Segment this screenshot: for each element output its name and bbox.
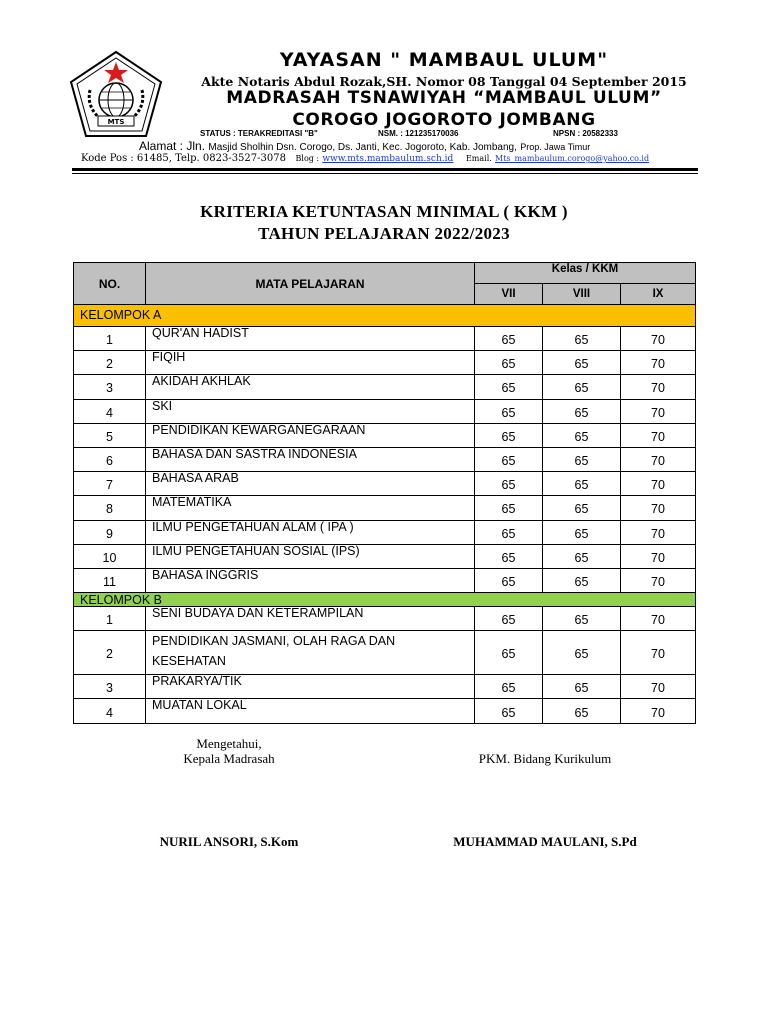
kkm-value-ix: 70 — [621, 520, 696, 544]
kkm-value-ix: 70 — [621, 447, 696, 471]
accreditation-status: STATUS : TERAKREDITASI "B" — [200, 129, 318, 138]
kkm-value-viii: 65 — [543, 447, 621, 471]
subject-name: MUATAN LOKAL — [146, 699, 475, 723]
row-number: 3 — [74, 675, 146, 699]
table-row — [74, 699, 696, 723]
subject-name: MATEMATIKA — [146, 496, 475, 520]
subject-name: FIQIH — [146, 351, 475, 375]
subject-name: AKIDAH AKHLAK — [146, 375, 475, 399]
kkm-value-vii: 65 — [475, 447, 543, 471]
row-number: 1 — [74, 327, 146, 351]
kkm-value-ix: 70 — [621, 496, 696, 520]
kkm-value-ix: 70 — [621, 423, 696, 447]
blog-label: Blog : — [295, 154, 320, 163]
header-subject: MATA PELAJARAN — [146, 263, 475, 305]
kkm-value-ix: 70 — [621, 568, 696, 592]
foundation-name: YAYASAN " MAMBAUL ULUM" — [279, 49, 609, 71]
kkm-value-vii: 65 — [475, 631, 543, 675]
table-row — [74, 520, 696, 544]
kkm-value-viii: 65 — [543, 568, 621, 592]
address-line — [139, 139, 590, 153]
kkm-value-viii: 65 — [543, 631, 621, 675]
group-label: KELOMPOK B — [74, 593, 696, 607]
header-grade-vii: VII — [475, 284, 543, 305]
subject-name: QUR'AN HADIST — [146, 327, 475, 351]
subject-name: ILMU PENGETAHUAN SOSIAL (IPS) — [146, 544, 475, 568]
row-number: 4 — [74, 399, 146, 423]
npsn-number: NPSN : 20582333 — [553, 129, 618, 138]
table-row — [74, 675, 696, 699]
kkm-value-vii: 65 — [475, 472, 543, 496]
kkm-value-vii: 65 — [475, 699, 543, 723]
kkm-value-ix: 70 — [621, 544, 696, 568]
logo-ribbon-text: MTS — [107, 118, 125, 126]
email-label: Email. — [465, 154, 492, 163]
kkm-value-ix: 70 — [621, 631, 696, 675]
kkm-value-ix: 70 — [621, 351, 696, 375]
kkm-value-ix: 70 — [621, 699, 696, 723]
doc-title: KRITERIA KETUNTASAN MINIMAL ( KKM ) — [200, 202, 568, 221]
table-row — [74, 631, 696, 675]
kkm-value-vii: 65 — [475, 423, 543, 447]
row-number: 3 — [74, 375, 146, 399]
subject-name: PRAKARYA/TIK — [146, 675, 475, 699]
subject-name — [146, 631, 475, 675]
school-location: COROGO JOGOROTO JOMBANG — [292, 110, 596, 130]
kkm-value-viii: 65 — [543, 472, 621, 496]
kkm-value-vii: 65 — [475, 607, 543, 631]
subject-name-line2: KESEHATAN — [152, 654, 226, 669]
header-class-kkm: Kelas / KKM — [475, 263, 696, 284]
sig-right-role: PKM. Bidang Kurikulum — [478, 751, 612, 766]
deed-info: Akte Notaris Abdul Rozak,SH. Nomor 08 Tanggal 04 September 2015 — [201, 74, 687, 89]
row-number: 9 — [74, 520, 146, 544]
blog-link[interactable]: www.mts.mambaulum.sch.id — [322, 154, 454, 164]
kkm-value-ix: 70 — [621, 607, 696, 631]
sig-left-name: NURIL ANSORI, S.Kom — [159, 834, 299, 849]
table-row — [74, 375, 696, 399]
subject-name: BAHASA ARAB — [146, 472, 475, 496]
row-number: 7 — [74, 472, 146, 496]
subject-name: SENI BUDAYA DAN KETERAMPILAN — [146, 607, 475, 631]
kkm-value-viii: 65 — [543, 423, 621, 447]
row-number: 11 — [74, 568, 146, 592]
province-text: Prop. Jawa Timur — [520, 142, 591, 152]
group-label: KELOMPOK A — [74, 305, 696, 327]
kkm-value-viii: 65 — [543, 375, 621, 399]
subject-name: SKI — [146, 399, 475, 423]
kkm-value-vii: 65 — [475, 675, 543, 699]
kkm-table — [73, 262, 696, 724]
kkm-value-ix: 70 — [621, 675, 696, 699]
subject-name-line1: PENDIDIKAN JASMANI, OLAH RAGA DAN — [152, 634, 396, 649]
table-row — [74, 399, 696, 423]
subject-name: PENDIDIKAN KEWARGANEGARAAN — [146, 423, 475, 447]
address-label: Alamat : Jln. — [139, 139, 206, 153]
row-number: 5 — [74, 423, 146, 447]
subject-name: BAHASA INGGRIS — [146, 568, 475, 592]
kkm-value-ix: 70 — [621, 327, 696, 351]
header-grade-viii: VIII — [543, 284, 621, 305]
kkm-value-vii: 65 — [475, 375, 543, 399]
sig-left-role: Kepala Madrasah — [183, 751, 275, 766]
kkm-value-viii: 65 — [543, 351, 621, 375]
kkm-value-vii: 65 — [475, 351, 543, 375]
postal-phone: Kode Pos : 61485, Telp. 0823-3527-3078 — [81, 153, 286, 164]
table-row — [74, 607, 696, 631]
kkm-value-vii: 65 — [475, 496, 543, 520]
kkm-value-viii: 65 — [543, 699, 621, 723]
kkm-value-viii: 65 — [543, 496, 621, 520]
subject-name: ILMU PENGETAHUAN ALAM ( IPA ) — [146, 520, 475, 544]
kkm-value-vii: 65 — [475, 544, 543, 568]
kkm-value-viii: 65 — [543, 327, 621, 351]
header-rule-thin — [72, 173, 698, 174]
table-row — [74, 351, 696, 375]
row-number: 2 — [74, 631, 146, 675]
table-row — [74, 568, 696, 592]
table-row — [74, 423, 696, 447]
kkm-value-vii: 65 — [475, 399, 543, 423]
kkm-value-vii: 65 — [475, 327, 543, 351]
kkm-value-viii: 65 — [543, 544, 621, 568]
subject-name: BAHASA DAN SASTRA INDONESIA — [146, 447, 475, 471]
row-number: 2 — [74, 351, 146, 375]
kkm-value-viii: 65 — [543, 675, 621, 699]
row-number: 6 — [74, 447, 146, 471]
table-row — [74, 472, 696, 496]
header-no: NO. — [74, 263, 146, 305]
school-name: MADRASAH TSNAWIYAH “MAMBAUL ULUM” — [226, 88, 662, 108]
kkm-value-vii: 65 — [475, 568, 543, 592]
row-number: 10 — [74, 544, 146, 568]
kkm-value-viii: 65 — [543, 520, 621, 544]
header-rule-thick — [72, 168, 698, 171]
email-link[interactable]: Mts_mambaulum.corogo@yahoo.co.id — [495, 154, 650, 163]
sig-right-name: MUHAMMAD MAULANI, S.Pd — [453, 834, 637, 849]
row-number: 4 — [74, 699, 146, 723]
doc-subtitle: TAHUN PELAJARAN 2022/2023 — [258, 224, 510, 243]
table-row — [74, 544, 696, 568]
row-number: 1 — [74, 607, 146, 631]
kkm-value-ix: 70 — [621, 375, 696, 399]
nsm-number: NSM. : 121235170036 — [378, 129, 459, 138]
contact-line — [81, 153, 649, 164]
kkm-value-viii: 65 — [543, 607, 621, 631]
table-row — [74, 496, 696, 520]
table-row — [74, 327, 696, 351]
group-row — [74, 305, 696, 327]
address-text: Masjid Sholhin Dsn. Corogo, Ds. Janti, Kec. Jogoroto, Kab. Jombang, — [208, 142, 517, 153]
table-row — [74, 447, 696, 471]
group-row — [74, 593, 696, 607]
header-grade-ix: IX — [621, 284, 696, 305]
kkm-value-ix: 70 — [621, 399, 696, 423]
kkm-value-ix: 70 — [621, 472, 696, 496]
kkm-value-viii: 65 — [543, 399, 621, 423]
kkm-value-vii: 65 — [475, 520, 543, 544]
row-number: 8 — [74, 496, 146, 520]
sig-left-ack: Mengetahui, — [196, 736, 262, 751]
